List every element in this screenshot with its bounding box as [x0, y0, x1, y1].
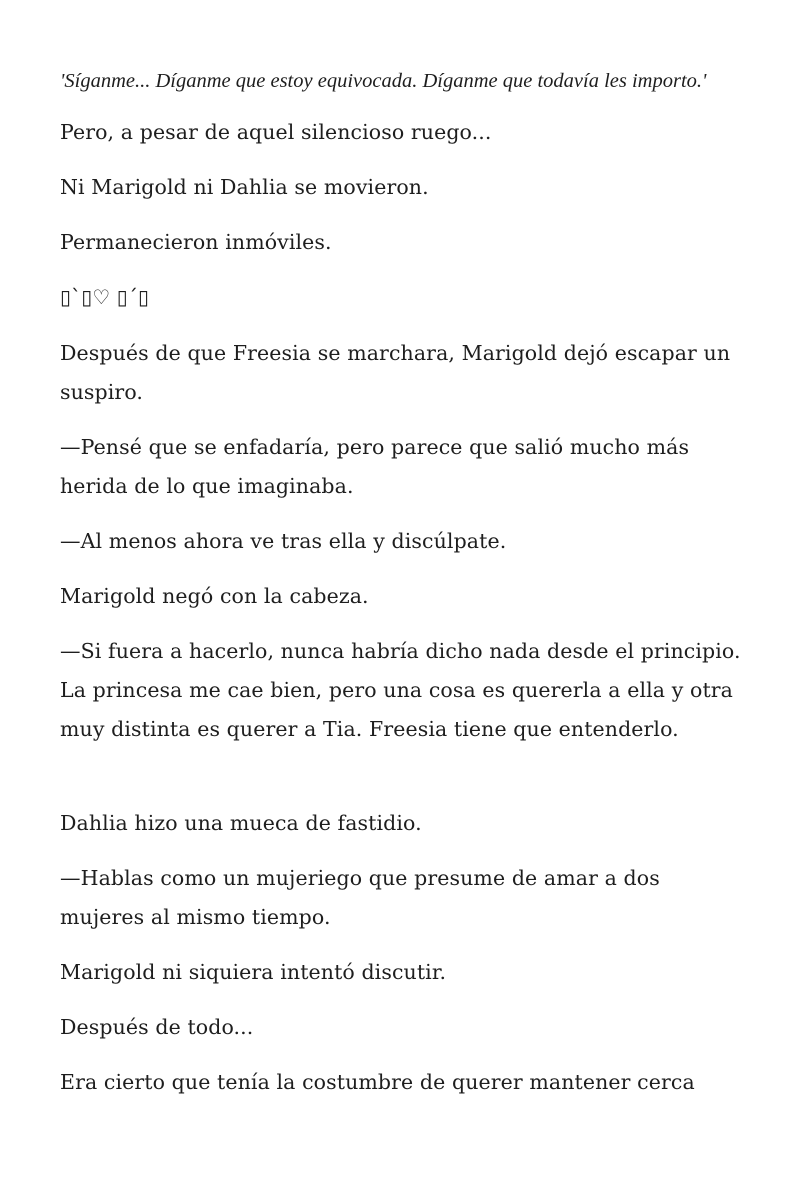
paragraph: Pero, a pesar de aquel silencioso ruego...: [60, 120, 492, 144]
scene-divider: ▯`▯♡ ▯´▯: [60, 285, 150, 309]
inner-thought-line: 'Síganme... Díganme que estoy equivocada. Díganme que todavía les importo.': [60, 70, 707, 92]
paragraph: Dahlia hizo una mueca de fastidio.: [60, 811, 422, 835]
paragraph: —Pensé que se enfadaría, pero parece que salió mucho más herida de lo que imaginaba.: [60, 435, 690, 498]
paragraph: Después de que Freesia se marchara, Marigold dejó escapar un suspiro.: [60, 341, 731, 404]
paragraph: Después de todo...: [60, 1015, 254, 1039]
paragraph: —Al menos ahora ve tras ella y discúlpate.: [60, 529, 507, 553]
paragraph: Marigold ni siquiera intentó discutir.: [60, 960, 447, 984]
paragraph: Marigold negó con la cabeza.: [60, 584, 369, 608]
paragraph: —Si fuera a hacerlo, nunca habría dicho nada desde el principio. La princesa me cae bien, pero una cosa es quererla a ella y otra muy distinta es querer a Tia. Freesia tiene que entenderlo.: [60, 639, 741, 741]
paragraph: —Hablas como un mujeriego que presume de amar a dos mujeres al mismo tiempo.: [60, 866, 660, 929]
paragraph: Permanecieron inmóviles.: [60, 230, 332, 254]
paragraph: Era cierto que tenía la costumbre de querer mantener cerca: [60, 1070, 695, 1094]
paragraph: Ni Marigold ni Dahlia se movieron.: [60, 175, 429, 199]
